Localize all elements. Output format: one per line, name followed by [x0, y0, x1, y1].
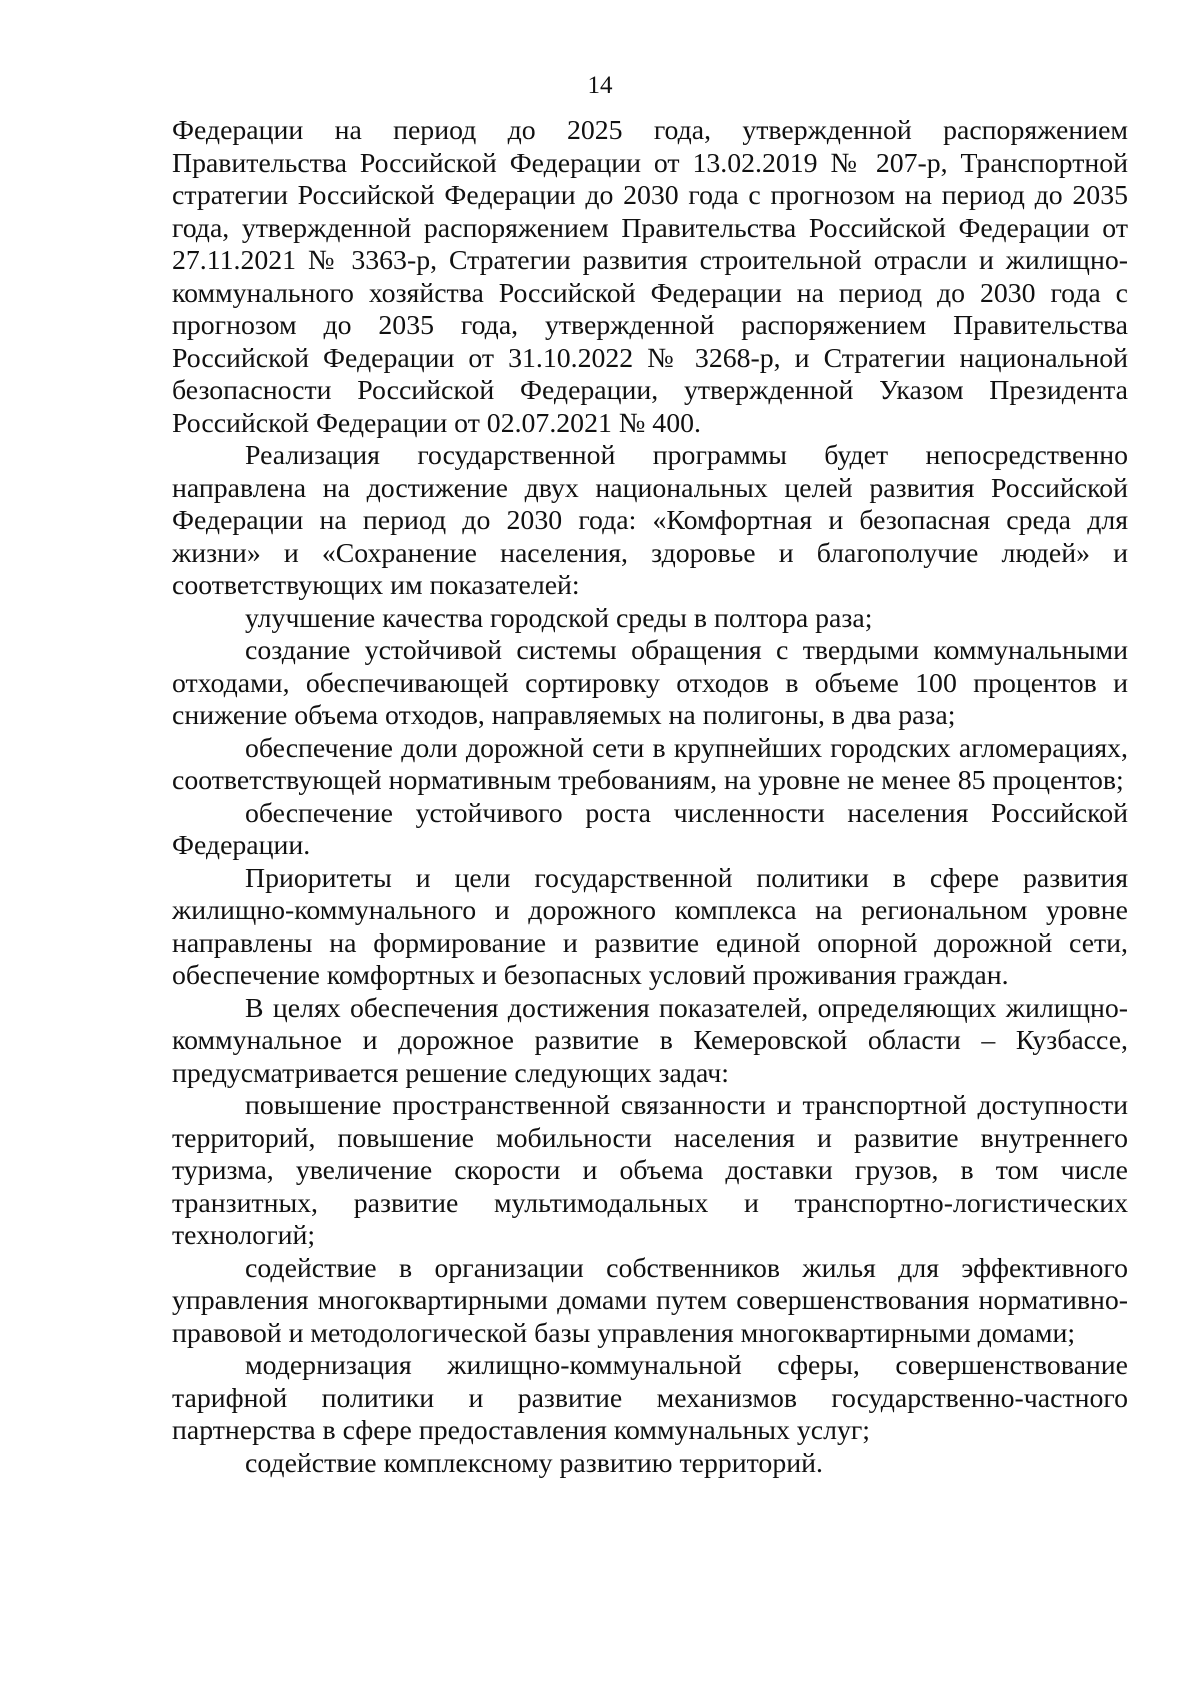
- paragraph-task-housing-management: содействие в организации собственников жилья для эффективного управления многоквартирными домами путем совершенствования нормативно-правовой и методологической базы управления многоквартирными домами;: [172, 1252, 1128, 1349]
- paragraph-road-network: обеспечение доли дорожной сети в крупнейших городских агломерациях, соответствующей нормативным требованиям, на уровне не менее 85 процентов;: [172, 732, 1128, 796]
- paragraph-waste-management: создание устойчивой системы обращения с твердыми коммунальными отходами, обеспечивающей сортировку отходов в объеме 100 процентов и снижение объема отходов, направляемых на полигоны, в два раза;: [172, 635, 1128, 731]
- paragraph-national-goals: Реализация государственной программы будет непосредственно направлена на достижение двух национальных целей развития Российской Федерации на период до 2030 года: «Комфортная и безопасная среда для жизни» и «Сохранение населения, здоровье и благополучие людей» и соответствующих им показателей:: [172, 440, 1128, 601]
- paragraph-task-territories: содействие комплексному развитию территорий.: [245, 1447, 823, 1479]
- paragraph-urban-environment: улучшение качества городской среды в полтора раза;: [245, 602, 873, 634]
- paragraph-tasks-intro: В целях обеспечения достижения показателей, определяющих жилищно-коммунальное и дорожное развитие в Кемеровской области – Кузбассе, предусматривается решение следующих задач:: [172, 992, 1128, 1089]
- paragraph-regional-priorities: Приоритеты и цели государственной политики в сфере развития жилищно-коммунального и дорожного комплекса на региональном уровне направлены на формирование и развитие единой опорной дорожной сети, обеспечение комфортных и безопасных условий проживания граждан.: [172, 862, 1128, 991]
- document-body: [172, 115, 1128, 1480]
- paragraph-population-growth: обеспечение устойчивого роста численности населения Российской Федерации.: [172, 797, 1128, 861]
- page-number: 14: [587, 72, 613, 99]
- paragraph-task-transport: повышение пространственной связанности и транспортной доступности территорий, повышение мобильности населения и развитие внутреннего туризма, увеличение скорости и объема доставки грузов, в том числе транзитных, развитие мультимодальных и транспортно-логистических технологий;: [172, 1090, 1128, 1251]
- paragraph-task-utilities: модернизация жилищно-коммунальной сферы, совершенствование тарифной политики и развитие механизмов государственно-частного партнерства в сфере предоставления коммунальных услуг;: [172, 1350, 1128, 1446]
- paragraph-strategies-continuation: Федерации на период до 2025 года, утвержденной распоряжением Правительства Российской Федерации от 13.02.2019 № 207-р, Транспортной стратегии Российской Федерации до 2030 года с прогнозом на период до 2035 года, утвержденной распоряжением Правительства Российской Федерации от 27.11.2021 № 3363-р, Стратегии развития строительной отрасли и жилищно-коммунального хозяйства Российской Федерации на период до 2030 года с прогнозом до 2035 года, утвержденной распоряжением Правительства Российской Федерации от 31.10.2022 № 3268-р, и Стратегии национальной безопасности Российской Федерации, утвержденной Указом Президента Российской Федерации от 02.07.2021 № 400.: [172, 115, 1128, 439]
